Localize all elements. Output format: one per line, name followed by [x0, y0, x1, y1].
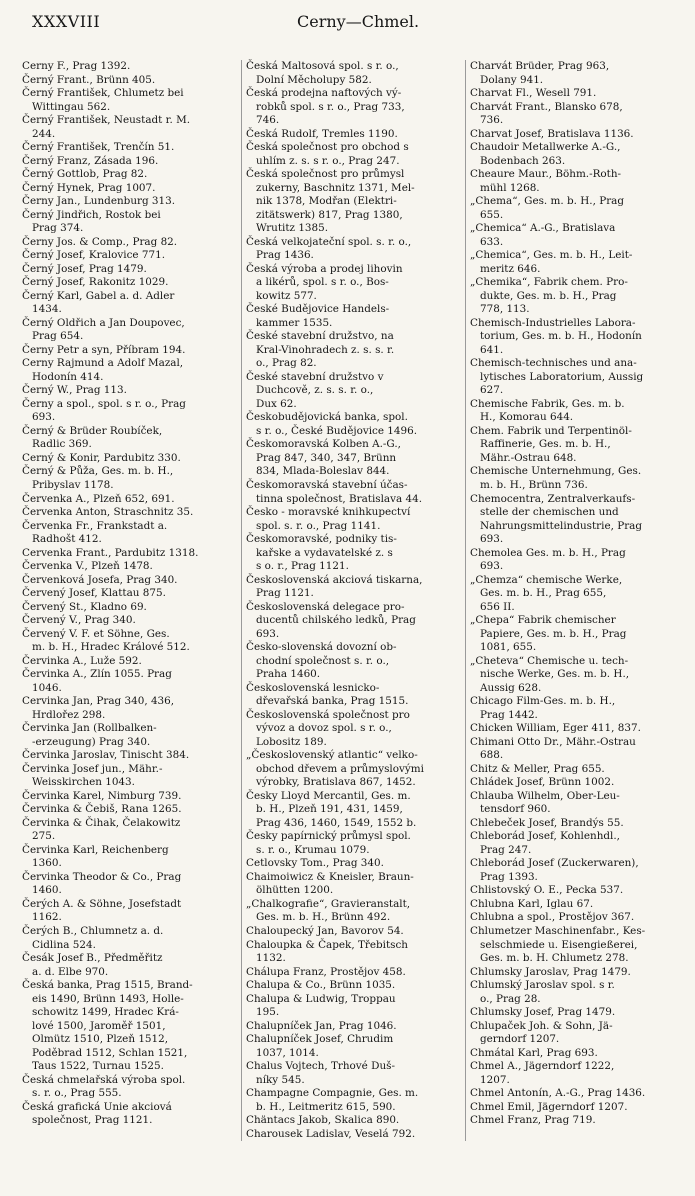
- entry-continuation-line: Hrdlořez 298.: [32, 708, 106, 721]
- entry-continuation-line: H., Komorau 644.: [480, 411, 574, 424]
- entry-continuation-line: s o. r., Prag 1121.: [256, 560, 349, 573]
- entry-line: Červenková Josefa, Prag 340.: [22, 573, 178, 586]
- entry-continuation-line: chodní společnost s. r. o.,: [256, 654, 390, 667]
- entry-line: Chlauba Wilhelm, Ober-Leu-: [470, 789, 620, 802]
- entry-continuation-line: Prag 1393.: [480, 870, 538, 883]
- entry-continuation-line: kařske a vydavatelské z. s: [256, 546, 393, 559]
- entry-line: Červinka Karl, Reichenberg: [22, 843, 169, 856]
- entry-continuation-line: m. b. H., Hradec Králové 512.: [32, 641, 190, 654]
- entry-line: Chlubna a spol., Prostějov 367.: [470, 911, 635, 924]
- entry-line: Charvat Fl., Wesell 791.: [470, 87, 597, 100]
- entry-continuation-line: spol. s. r. o., Prag 1141.: [256, 519, 381, 532]
- entry-continuation-line: Ges. m. b. H. Chlumetz 278.: [480, 952, 629, 965]
- entry-continuation-line: níky 545.: [256, 1073, 305, 1086]
- entry-continuation-line: Cidlina 524.: [32, 938, 96, 951]
- entry-line: Česko-slovenská dovozní ob-: [246, 641, 397, 654]
- entry-continuation-line: Duchcově, z. s. s. r. o.,: [256, 384, 374, 397]
- entry-line: Chaimoiwicz & Kneisler, Braun-: [246, 870, 414, 883]
- entry-line: Černý František, Chlumetz bei: [22, 87, 184, 100]
- entry-continuation-line: zitätswerk) 817, Prag 1380,: [256, 208, 403, 221]
- entry-continuation-line: meritz 646.: [480, 262, 541, 275]
- page-number: XXXVIII: [32, 12, 101, 31]
- entry-line: Česky papírnický průmysl spol.: [246, 830, 411, 843]
- entry-line: Čerých B., Chlumnetz a. d.: [22, 925, 164, 937]
- entry-line: „Chema“, Ges. m. b. H., Prag: [470, 195, 625, 208]
- entry-continuation-line: uhlím z. s. s r. o., Prag 247.: [256, 154, 400, 167]
- entry-continuation-line: mühl 1268.: [480, 181, 540, 194]
- entry-line: Českomoravské, podniky tis-: [246, 533, 397, 546]
- entry-line: Cheaure Maur., Böhm.-Roth-: [470, 168, 622, 181]
- entry-line: Česká Maltosová spol. s r. o.,: [246, 60, 399, 72]
- entry-continuation-line: Dolní Měcholupy 582.: [256, 73, 372, 86]
- entry-continuation-line: Ges. m. b. H., Brünn 492.: [256, 911, 391, 924]
- entry-continuation-line: zukerny, Baschnitz 1371, Mel-: [256, 181, 415, 194]
- entry-continuation-line: robků spol. s r. o., Prag 733,: [256, 100, 405, 113]
- entry-line: Červinka Theodor & Co., Prag: [22, 870, 182, 883]
- entry-continuation-line: Prag 847, 340, 347, Brünn: [256, 451, 397, 464]
- entry-line: Česká chmelařská výroba spol.: [22, 1073, 186, 1086]
- entry-continuation-line: kowitz 577.: [256, 289, 317, 302]
- entry-line: Chlebeček Josef, Brandýs 55.: [470, 816, 624, 829]
- entry-line: Černy Jos. & Comp., Prag 82.: [22, 235, 178, 248]
- entry-line: Česká velkojateční spol. s. r. o.,: [246, 235, 412, 248]
- entry-line: Charvát Brüder, Prag 963,: [470, 60, 610, 72]
- entry-continuation-line: 244.: [32, 127, 56, 140]
- entry-line: Chitz & Meller, Prag 655.: [470, 762, 605, 775]
- entry-line: Černý František, Trenčín 51.: [22, 141, 175, 154]
- entry-line: Chmel Franz, Prag 719.: [470, 1114, 596, 1127]
- entry-line: Chálupa Franz, Prostějov 458.: [246, 965, 406, 978]
- entry-line: Chlumský Jaroslav spol. s r.: [470, 979, 615, 992]
- entry-line: Česká společnost pro průmysl: [246, 168, 405, 181]
- entry-continuation-line: Weisskirchen 1043.: [32, 776, 135, 789]
- entry-continuation-line: 834, Mlada-Boleslav 844.: [256, 465, 390, 478]
- entry-continuation-line: 778, 113.: [480, 303, 530, 316]
- entry-line: Červený V. F. et Söhne, Ges.: [22, 627, 170, 640]
- entry-continuation-line: Radhošt 412.: [32, 533, 102, 546]
- entry-continuation-line: Prag 374.: [32, 222, 84, 235]
- entry-continuation-line: schowitz 1499, Hradec Krá-: [32, 1006, 179, 1019]
- entry-line: „Chemica“, Ges. m. b. H., Leit-: [470, 249, 633, 262]
- entry-continuation-line: Ges. m. b. H., Prag 655,: [480, 587, 607, 600]
- entry-line: Charousek Ladislav, Veselá 792.: [246, 1127, 416, 1140]
- entry-line: Červinka Karel, Nimburg 739.: [22, 789, 182, 802]
- entry-line: Červinka & Čebiš, Rana 1265.: [22, 803, 182, 816]
- entry-line: Chmel Antonín, A.-G., Prag 1436.: [470, 1087, 646, 1100]
- entry-line: Chlistovský O. E., Pecka 537.: [470, 884, 624, 897]
- entry-line: Černy Jan., Lundenburg 313.: [22, 195, 176, 208]
- column-2: [241, 60, 460, 1141]
- entry-line: Chalus Vojtech, Trhové Duš-: [246, 1060, 395, 1073]
- entry-line: Chimani Otto Dr., Mähr.-Ostrau: [470, 735, 636, 748]
- entry-line: Česká banka, Prag 1515, Brand-: [22, 979, 193, 992]
- entry-continuation-line: 655.: [480, 208, 504, 221]
- entry-continuation-line: Papiere, Ges. m. b. H., Prag: [480, 627, 627, 640]
- entry-continuation-line: a. d. Elbe 970.: [32, 965, 109, 978]
- entry-line: Černý Franz, Zásada 196.: [22, 154, 159, 167]
- entry-continuation-line: 688.: [480, 749, 504, 762]
- entry-line: Cerný & Konir, Pardubitz 330.: [22, 451, 181, 464]
- entry-line: „Chemza“ chemische Werke,: [470, 573, 623, 586]
- entry-continuation-line: 1434.: [32, 303, 62, 316]
- entry-line: „Chalkografie“, Gravieranstalt,: [246, 897, 411, 910]
- entry-line: Chalupa & Ludwig, Troppau: [246, 992, 396, 1005]
- entry-line: Chaloupka & Čapek, Třebitsch: [246, 938, 408, 951]
- entry-line: Černý & Půža, Ges. m. b. H.,: [22, 465, 174, 478]
- entry-line: Československá akciová tiskarna,: [246, 573, 423, 586]
- page-header: [22, 6, 683, 46]
- entry-continuation-line: Raffinerie, Ges. m. b. H.,: [480, 438, 611, 451]
- entry-continuation-line: m. b. H., Brünn 736.: [480, 478, 588, 491]
- entry-continuation-line: o., Prag 82.: [256, 357, 317, 370]
- entry-line: Černý Josef, Rakonitz 1029.: [22, 276, 169, 289]
- entry-line: Česká prodejna naftových vý-: [246, 87, 402, 100]
- entry-line: Chleborád Josef, Kohlenhdl.,: [470, 830, 620, 843]
- entry-continuation-line: Poděbrad 1512, Schlan 1521,: [32, 1046, 188, 1059]
- entry-continuation-line: Mähr.-Ostrau 648.: [480, 451, 577, 464]
- entry-line: „Chepa“ Fabrik chemischer: [470, 614, 616, 627]
- entry-continuation-line: Hodonín 414.: [32, 370, 104, 383]
- entry-continuation-line: kammer 1535.: [256, 316, 333, 329]
- entry-line: Červenka V., Plzeň 1478.: [22, 560, 153, 573]
- entry-continuation-line: 1207.: [480, 1073, 510, 1086]
- entry-continuation-line: 693.: [32, 411, 56, 424]
- entry-continuation-line: lové 1500, Jaroměř 1501,: [32, 1019, 166, 1032]
- entry-line: Červinka Josef jun., Mähr.-: [22, 762, 163, 775]
- entry-continuation-line: -erzeugung) Prag 340.: [32, 735, 151, 748]
- entry-line: Chlumetzer Maschinenfabr., Kes-: [470, 925, 646, 937]
- entry-continuation-line: s r. o., České Budějovice 1496.: [256, 424, 418, 437]
- entry-continuation-line: ölhütten 1200.: [256, 884, 334, 897]
- entry-continuation-line: 1162.: [32, 911, 62, 924]
- entry-line: Champagne Compagnie, Ges. m.: [246, 1087, 419, 1100]
- entry-continuation-line: 746.: [256, 114, 280, 127]
- entry-line: Chäntacs Jakob, Skalica 890.: [246, 1114, 400, 1127]
- entry-continuation-line: 633.: [480, 235, 504, 248]
- entry-line: Chemisch-Industrielles Labora-: [470, 316, 636, 329]
- entry-line: Černý Frant., Brünn 405.: [22, 73, 156, 86]
- entry-continuation-line: výrobky, Bratislava 867, 1452.: [256, 776, 416, 789]
- entry-continuation-line: 195.: [256, 1006, 280, 1019]
- entry-continuation-line: Aussig 628.: [480, 681, 542, 694]
- entry-line: Černý Gottlob, Prag 82.: [22, 168, 148, 181]
- entry-line: Česko - moravské knihkupectví: [246, 506, 411, 519]
- entry-line: Červený Josef, Klattau 875.: [22, 587, 166, 600]
- entry-line: Chemisch-technisches und ana-: [470, 357, 637, 370]
- entry-line: Chemische Unternehmung, Ges.: [470, 465, 642, 478]
- entry-line: Černý Josef, Kralovice 771.: [22, 249, 166, 262]
- entry-continuation-line: nik 1378, Modřan (Elektri-: [256, 195, 397, 208]
- entry-line: Černý Josef, Prag 1479.: [22, 262, 147, 275]
- entry-line: Chmel Emil, Jägerndorf 1207.: [470, 1100, 628, 1113]
- entry-line: Červený V., Prag 340.: [22, 614, 136, 627]
- column-1: [22, 60, 236, 1141]
- entry-line: Československá delegace pro-: [246, 600, 405, 613]
- entry-continuation-line: gerndorf 1207.: [480, 1033, 560, 1046]
- entry-line: Čerých A. & Söhne, Josefstadt: [22, 897, 182, 910]
- entry-line: Chlumsky Josef, Prag 1479.: [470, 1006, 616, 1019]
- entry-line: Červinka Jan (Rollbalken-: [22, 722, 157, 735]
- entry-line: Chlupaček Joh. & Sohn, Jä-: [470, 1019, 613, 1032]
- entry-line: Cervenka Frant., Pardubitz 1318.: [22, 546, 199, 559]
- entry-continuation-line: Radlic 369.: [32, 438, 92, 451]
- entry-continuation-line: 1132.: [256, 952, 286, 965]
- entry-line: Chemische Fabrik, Ges. m. b.: [470, 397, 625, 410]
- entry-line: Chemocentra, Zentralverkaufs-: [470, 492, 636, 505]
- entry-continuation-line: Prag 654.: [32, 330, 84, 343]
- directory-columns: [22, 60, 683, 1141]
- entry-continuation-line: 693.: [256, 627, 280, 640]
- entry-line: Cerny Rajmund a Adolf Mazal,: [22, 357, 184, 370]
- entry-continuation-line: Kral-Vinohradech z. s. s. r.: [256, 343, 395, 356]
- entry-continuation-line: 627.: [480, 384, 504, 397]
- entry-continuation-line: stelle der chemischen und: [480, 506, 619, 519]
- entry-line: „Chemika“, Fabrik chem. Pro-: [470, 276, 628, 289]
- entry-line: Chicken William, Eger 411, 837.: [470, 722, 641, 735]
- entry-continuation-line: Wittingau 562.: [32, 100, 111, 113]
- entry-continuation-line: 693.: [480, 533, 504, 546]
- entry-continuation-line: tinna společnost, Bratislava 44.: [256, 492, 423, 505]
- entry-line: Chaudoir Metallwerke A.-G.,: [470, 141, 621, 154]
- entry-line: Československá společnost pro: [246, 708, 410, 721]
- entry-line: „Cheteva“ Chemische u. tech-: [470, 654, 629, 667]
- entry-continuation-line: s. r. o., Krumau 1079.: [256, 843, 370, 856]
- entry-line: „Chemica“ A.-G., Bratislava: [470, 222, 616, 235]
- entry-line: Černý Oldřich a Jan Doupovec,: [22, 316, 185, 329]
- entry-continuation-line: Praha 1460.: [256, 668, 321, 681]
- entry-line: Chmátal Karl, Prag 693.: [470, 1046, 598, 1059]
- entry-continuation-line: 1360.: [32, 857, 62, 870]
- entry-line: Chalupníček Josef, Chrudim: [246, 1033, 394, 1046]
- entry-line: Cervinka Jan, Prag 340, 436,: [22, 695, 175, 708]
- entry-line: Cerny F., Prag 1392.: [22, 60, 131, 72]
- entry-continuation-line: Prag 436, 1460, 1549, 1552 b.: [256, 816, 417, 829]
- entry-continuation-line: b. H., Plzeň 191, 431, 1459,: [256, 803, 403, 816]
- entry-line: Charvat Josef, Bratislava 1136.: [470, 127, 634, 140]
- entry-continuation-line: 1046.: [32, 681, 62, 694]
- entry-continuation-line: selschmiede u. Eisengießerei,: [480, 938, 638, 951]
- entry-line: Černý Jindřich, Rostok bei: [22, 208, 161, 221]
- entry-line: „Československý atlantic“ velko-: [246, 749, 418, 762]
- entry-line: Charvát Frant., Blansko 678,: [470, 100, 623, 113]
- entry-continuation-line: Olmütz 1510, Plzeň 1512,: [32, 1033, 169, 1046]
- entry-line: Chmel A., Jägerndorf 1222,: [470, 1060, 615, 1073]
- entry-line: Chleborád Josef (Zuckerwaren),: [470, 857, 639, 870]
- entry-continuation-line: 1037, 1014.: [256, 1046, 319, 1059]
- entry-line: Černý & Brüder Roubíček,: [22, 424, 163, 437]
- entry-continuation-line: Prag 247.: [480, 843, 532, 856]
- entry-continuation-line: Pribyslav 1178.: [32, 478, 114, 491]
- entry-line: Červinka A., Zlín 1055. Prag: [22, 668, 172, 681]
- entry-line: Červenka A., Plzeň 652, 691.: [22, 492, 175, 505]
- entry-line: Česká výroba a prodej lihovin: [246, 262, 403, 275]
- entry-line: Červinka A., Luže 592.: [22, 654, 142, 667]
- entry-line: Červinka Jaroslav, Tinischt 384.: [22, 749, 190, 762]
- entry-continuation-line: Nahrungsmittelindustrie, Prag: [480, 519, 643, 532]
- entry-line: České stavební družstvo v: [246, 370, 384, 383]
- entry-continuation-line: 1460.: [32, 884, 62, 897]
- entry-continuation-line: 275.: [32, 830, 56, 843]
- entry-continuation-line: společnost, Prag 1121.: [32, 1114, 153, 1127]
- entry-continuation-line: lytisches Laboratorium, Aussig: [480, 370, 644, 383]
- entry-continuation-line: s. r. o., Prag 555.: [32, 1087, 122, 1100]
- entry-continuation-line: o., Prag 28.: [480, 992, 541, 1005]
- entry-line: Česká společnost pro obchod s: [246, 141, 409, 154]
- entry-line: Černý František, Neustadt r. M.: [22, 114, 191, 127]
- entry-continuation-line: 736.: [480, 114, 504, 127]
- entry-continuation-line: Dux 62.: [256, 397, 297, 410]
- entry-line: Chlumsky Jaroslav, Prag 1479.: [470, 965, 631, 978]
- entry-line: Českomoravská Kolben A.-G.,: [246, 438, 401, 451]
- entry-continuation-line: tensdorf 960.: [480, 803, 551, 816]
- entry-line: Černy Petr a syn, Příbram 194.: [22, 343, 186, 356]
- entry-continuation-line: Prag 1121.: [256, 587, 314, 600]
- entry-continuation-line: a likérů, spol. s r. o., Bos-: [256, 276, 389, 289]
- entry-continuation-line: Wrutitz 1385.: [256, 222, 329, 235]
- entry-continuation-line: 693.: [480, 560, 504, 573]
- entry-continuation-line: Prag 1436.: [256, 249, 314, 262]
- entry-line: Chicago Film-Ges. m. b. H.,: [470, 695, 616, 708]
- entry-line: Chemolea Ges. m. b. H., Prag: [470, 546, 626, 559]
- entry-line: Českomoravská stavební účas-: [246, 478, 408, 491]
- entry-continuation-line: Bodenbach 263.: [480, 154, 566, 167]
- entry-line: Černý Hynek, Prag 1007.: [22, 181, 156, 194]
- entry-line: Červenka Anton, Straschnitz 35.: [22, 506, 194, 519]
- running-title: Cerny—Chmel.: [297, 12, 420, 31]
- entry-line: Černý Karl, Gabel a. d. Adler: [22, 289, 175, 302]
- entry-line: Červinka & Čihak, Čelakowitz: [22, 816, 181, 829]
- entry-continuation-line: nische Werke, Ges. m. b. H.,: [480, 668, 630, 681]
- entry-line: Cetlovsky Tom., Prag 340.: [246, 857, 384, 870]
- entry-line: Československá lesnicko-: [246, 681, 380, 694]
- entry-line: Chem. Fabrik und Terpentinöl-: [470, 424, 632, 437]
- entry-continuation-line: Taus 1522, Turnau 1525.: [32, 1060, 164, 1073]
- entry-line: Černý W., Prag 113.: [22, 384, 127, 397]
- entry-continuation-line: b. H., Leitmeritz 615, 590.: [256, 1100, 396, 1113]
- entry-continuation-line: Lobositz 189.: [256, 735, 327, 748]
- entry-line: Českobudějovická banka, spol.: [246, 411, 408, 424]
- entry-line: Černy a spol., spol. s r. o., Prag: [22, 397, 186, 410]
- entry-continuation-line: vývoz a dovoz spol. s r. o.,: [256, 722, 392, 735]
- entry-continuation-line: torium, Ges. m. b. H., Hodonín: [480, 330, 642, 343]
- entry-line: České Budějovice Handels-: [246, 303, 390, 316]
- entry-continuation-line: eis 1490, Brünn 1493, Holle-: [32, 992, 184, 1005]
- entry-continuation-line: dukte, Ges. m. b. H., Prag: [480, 289, 617, 302]
- entry-continuation-line: 656 II.: [480, 600, 515, 613]
- entry-line: Chalupníček Jan, Prag 1046.: [246, 1019, 397, 1032]
- entry-continuation-line: 641.: [480, 343, 504, 356]
- entry-line: Česká Rudolf, Tremles 1190.: [246, 127, 398, 140]
- entry-continuation-line: dřevařská banka, Prag 1515.: [256, 695, 409, 708]
- entry-continuation-line: Prag 1442.: [480, 708, 538, 721]
- entry-line: Chlubna Karl, Iglau 67.: [470, 897, 594, 910]
- entry-line: Červenka Fr., Frankstadt a.: [22, 519, 168, 532]
- entry-continuation-line: ducentů chilského ledků, Prag: [256, 614, 416, 627]
- entry-line: Červený St., Kladno 69.: [22, 600, 147, 613]
- entry-line: Chládek Josef, Brünn 1002.: [470, 776, 615, 789]
- entry-continuation-line: 1081, 655.: [480, 641, 537, 654]
- entry-line: České stavební družstvo, na: [246, 330, 394, 343]
- entry-line: Česká grafická Unie akciová: [22, 1100, 172, 1113]
- entry-line: Česák Josef B., Předměřitz: [22, 952, 163, 965]
- entry-continuation-line: Dolany 941.: [480, 73, 544, 86]
- column-3: [465, 60, 684, 1141]
- entry-continuation-line: obchod dřevem a průmyslovými: [256, 762, 424, 775]
- entry-line: Chalupa & Co., Brünn 1035.: [246, 979, 396, 992]
- entry-line: Česky Lloyd Mercantil, Ges. m.: [246, 789, 411, 802]
- entry-line: Chaloupecký Jan, Bavorov 54.: [246, 925, 404, 937]
